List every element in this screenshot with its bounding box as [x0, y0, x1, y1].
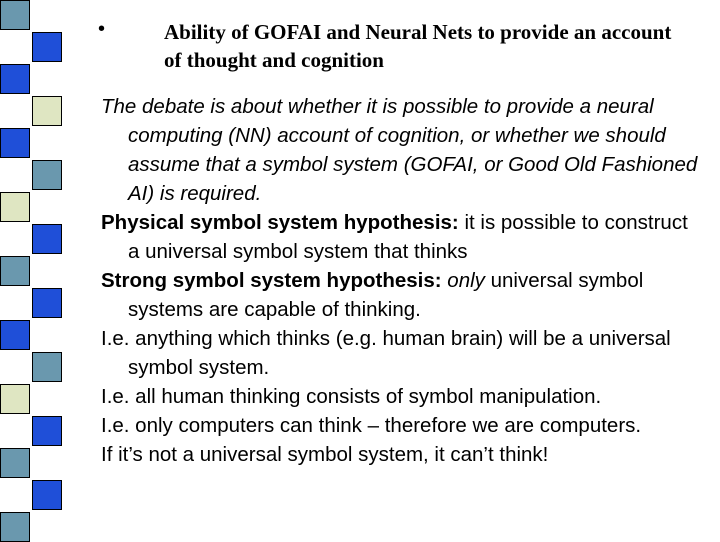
- decorative-square: [0, 128, 30, 158]
- slide-body: [101, 92, 701, 469]
- decorative-square: [0, 448, 30, 478]
- decorative-square: [32, 224, 62, 254]
- decorative-square: [32, 160, 62, 190]
- paragraph-conclusion: If it’s not a universal symbol system, it can’t think!: [101, 443, 549, 466]
- paragraph-ie-manipulation: I.e. all human thinking consists of symbol manipulation.: [101, 385, 602, 408]
- decorative-square: [0, 64, 30, 94]
- decorative-square: [0, 256, 30, 286]
- title-bullet: •: [98, 18, 106, 40]
- decorative-square: [32, 480, 62, 510]
- paragraph-debate: The debate is about whether it is possible to provide a neural computing (NN) account of cognition, or whether we should assume that a symbol system (GOFAI, or Good Old Fashioned AI) is required.: [101, 95, 698, 205]
- decorative-square: [32, 352, 62, 382]
- decorative-square: [0, 192, 30, 222]
- paragraph-strong-hypothesis: Strong symbol system hypothesis: only universal symbol systems are capable of thinking.: [101, 269, 644, 321]
- slide-title: Ability of GOFAI and Neural Nets to provide an account of thought and cognition: [164, 20, 672, 72]
- decorative-square: [0, 0, 30, 30]
- decorative-square: [0, 320, 30, 350]
- paragraph-ie-brain: I.e. anything which thinks (e.g. human brain) will be a universal symbol system.: [101, 327, 671, 379]
- paragraph-physical-hypothesis: Physical symbol system hypothesis: it is possible to construct a universal symbol system that thinks: [101, 211, 688, 263]
- decorative-square-stripe: [0, 0, 70, 540]
- decorative-square: [32, 96, 62, 126]
- strong-hypothesis-term: Strong symbol system hypothesis:: [101, 269, 442, 292]
- decorative-square: [0, 512, 30, 542]
- paragraph-ie-computers: I.e. only computers can think – therefore we are computers.: [101, 414, 642, 437]
- physical-hypothesis-term: Physical symbol system hypothesis:: [101, 211, 459, 234]
- decorative-square: [32, 32, 62, 62]
- decorative-square: [0, 384, 30, 414]
- decorative-square: [32, 288, 62, 318]
- decorative-square: [32, 416, 62, 446]
